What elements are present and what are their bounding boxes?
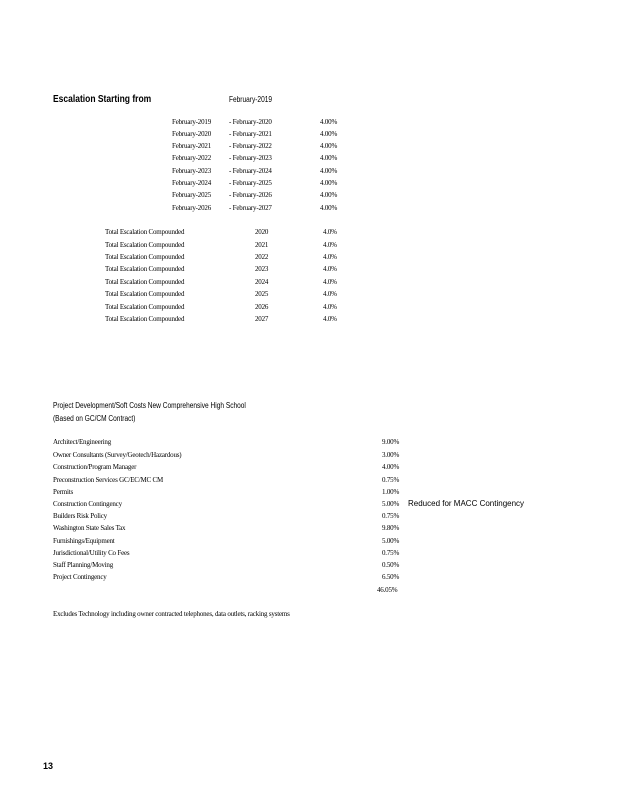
escalation-start-date: February-2019 bbox=[229, 95, 273, 104]
period-to: - February-2020 bbox=[229, 118, 272, 126]
compounded-year: 2022 bbox=[255, 253, 269, 261]
compounded-rate: 4.0% bbox=[323, 290, 337, 298]
cost-value: 0.75% bbox=[382, 549, 400, 557]
cost-value: 9.00% bbox=[382, 438, 400, 446]
compounded-label: Total Escalation Compounded bbox=[105, 241, 185, 249]
period-rate: 4.00% bbox=[320, 130, 338, 138]
cost-value: 3.00% bbox=[382, 451, 400, 459]
cost-value: 0.75% bbox=[382, 512, 400, 520]
cost-value: 5.00% bbox=[382, 500, 400, 508]
period-rate: 4.00% bbox=[320, 118, 338, 126]
cost-value: 9.80% bbox=[382, 524, 400, 532]
compounded-year: 2020 bbox=[255, 228, 269, 236]
compounded-label: Total Escalation Compounded bbox=[105, 265, 185, 273]
compounded-label: Total Escalation Compounded bbox=[105, 253, 185, 261]
cost-label: Jurisdictional/Utility Co Fees bbox=[53, 549, 130, 557]
period-rate: 4.00% bbox=[320, 167, 338, 175]
period-from: February-2024 bbox=[172, 179, 212, 187]
escalation-title: Escalation Starting from bbox=[53, 94, 152, 105]
cost-value: 1.00% bbox=[382, 488, 400, 496]
cost-label: Construction/Program Manager bbox=[53, 463, 137, 471]
period-from: February-2021 bbox=[172, 142, 212, 150]
period-from: February-2025 bbox=[172, 191, 212, 199]
period-rate: 4.00% bbox=[320, 142, 338, 150]
period-to: - February-2027 bbox=[229, 204, 272, 212]
cost-value: 0.50% bbox=[382, 561, 400, 569]
cost-value: 4.00% bbox=[382, 463, 400, 471]
compounded-year: 2026 bbox=[255, 303, 269, 311]
cost-label: Architect/Engineering bbox=[53, 438, 111, 446]
compounded-year: 2023 bbox=[255, 265, 269, 273]
cost-label: Owner Consultants (Survey/Geotech/Hazardous) bbox=[53, 451, 182, 459]
period-rate: 4.00% bbox=[320, 191, 338, 199]
compounded-label: Total Escalation Compounded bbox=[105, 315, 185, 323]
cost-label: Builders Risk Policy bbox=[53, 512, 107, 520]
period-from: February-2023 bbox=[172, 167, 212, 175]
compounded-label: Total Escalation Compounded bbox=[105, 278, 185, 286]
cost-note: Reduced for MACC Contingency bbox=[408, 499, 525, 508]
period-from: February-2026 bbox=[172, 204, 212, 212]
compounded-rate: 4.0% bbox=[323, 315, 337, 323]
cost-label: Staff Planning/Moving bbox=[53, 561, 114, 569]
cost-value: 0.75% bbox=[382, 476, 400, 484]
compounded-label: Total Escalation Compounded bbox=[105, 303, 185, 311]
compounded-year: 2025 bbox=[255, 290, 269, 298]
period-from: February-2019 bbox=[172, 118, 212, 126]
compounded-rate: 4.0% bbox=[323, 253, 337, 261]
compounded-rate: 4.0% bbox=[323, 278, 337, 286]
compounded-year: 2027 bbox=[255, 315, 269, 323]
compounded-label: Total Escalation Compounded bbox=[105, 228, 185, 236]
compounded-year: 2024 bbox=[255, 278, 269, 286]
cost-total: 46.05% bbox=[377, 586, 398, 594]
cost-label: Furnishings/Equipment bbox=[53, 537, 115, 545]
period-to: - February-2022 bbox=[229, 142, 272, 150]
compounded-rate: 4.0% bbox=[323, 303, 337, 311]
period-rate: 4.00% bbox=[320, 154, 338, 162]
cost-value: 5.00% bbox=[382, 537, 400, 545]
cost-label: Permits bbox=[53, 488, 73, 496]
compounded-year: 2021 bbox=[255, 241, 269, 249]
period-to: - February-2024 bbox=[229, 167, 272, 175]
cost-value: 6.50% bbox=[382, 573, 400, 581]
cost-label: Washington State Sales Tax bbox=[53, 524, 126, 532]
period-to: - February-2021 bbox=[229, 130, 272, 138]
page-number: 13 bbox=[43, 761, 54, 771]
period-to: - February-2026 bbox=[229, 191, 272, 199]
period-rate: 4.00% bbox=[320, 204, 338, 212]
period-rate: 4.00% bbox=[320, 179, 338, 187]
soft-costs-title: Project Development/Soft Costs New Comprehensive High School bbox=[53, 401, 246, 410]
compounded-rate: 4.0% bbox=[323, 228, 337, 236]
compounded-rate: 4.0% bbox=[323, 241, 337, 249]
cost-label: Project Contingency bbox=[53, 573, 107, 581]
period-from: February-2020 bbox=[172, 130, 212, 138]
period-from: February-2022 bbox=[172, 154, 212, 162]
compounded-rate: 4.0% bbox=[323, 265, 337, 273]
cost-label: Preconstruction Services GC/EC/MC CM bbox=[53, 476, 164, 484]
compounded-label: Total Escalation Compounded bbox=[105, 290, 185, 298]
soft-costs-footnote: Excludes Technology including owner contracted telephones, data outlets, racking systems bbox=[53, 610, 290, 618]
period-to: - February-2025 bbox=[229, 179, 272, 187]
period-to: - February-2023 bbox=[229, 154, 272, 162]
soft-costs-subtitle: (Based on GC/CM Contract) bbox=[53, 414, 136, 423]
cost-label: Construction Contingency bbox=[53, 500, 122, 508]
